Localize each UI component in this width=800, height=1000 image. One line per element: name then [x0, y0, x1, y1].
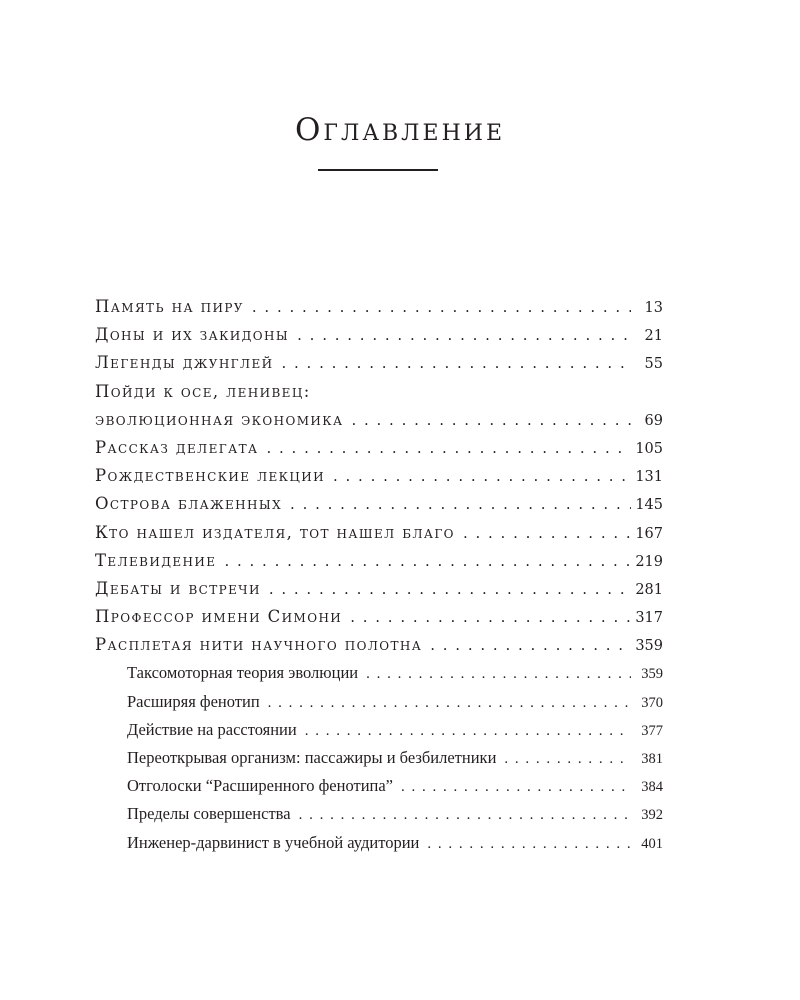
title-underline	[318, 169, 438, 171]
toc-subentry-page: 377	[641, 722, 663, 739]
toc-entry[interactable]	[95, 466, 663, 494]
toc-entry-title: Расплетая нити научного полотна	[95, 635, 423, 655]
dot-leader	[290, 495, 631, 513]
toc-entry-page: 167	[635, 525, 663, 542]
toc-subentry[interactable]	[95, 663, 663, 691]
toc-entry[interactable]	[95, 635, 663, 663]
toc-entry[interactable]	[95, 297, 663, 325]
toc-entry-title: Рассказ делегата	[95, 437, 259, 457]
toc-entry-title: Память на пиру	[95, 297, 244, 316]
toc-subentry-title: Отголоски “Расширенного фенотипа”	[127, 776, 393, 796]
toc-entry-title: эволюционная экономика	[95, 409, 344, 429]
dot-leader	[351, 411, 631, 429]
toc-entry-page: 359	[635, 638, 663, 655]
dot-leader	[252, 298, 631, 316]
toc-entry[interactable]	[95, 410, 663, 438]
toc-entry-page: 69	[644, 412, 663, 429]
dot-leader	[333, 467, 631, 485]
toc-entry[interactable]	[95, 438, 663, 466]
toc-entry-page: 317	[635, 610, 663, 627]
toc-subentry-title: Пределы совершенства	[127, 804, 291, 824]
toc-subentry[interactable]	[95, 748, 663, 776]
toc-subentry-page: 370	[641, 694, 663, 711]
page-title: Оглавление	[294, 112, 506, 148]
dot-leader	[401, 779, 631, 796]
toc-entry-page: 13	[644, 300, 663, 316]
toc-subentry-page: 401	[641, 835, 663, 852]
toc-entry-page: 281	[635, 581, 663, 598]
toc-subentry-title: Инженер-дарвинист в учебной аудитории	[127, 832, 420, 852]
toc-subentry-title: Переоткрывая организм: пассажиры и безбилетники	[127, 748, 497, 767]
toc-entry-page: 219	[635, 553, 663, 570]
toc-subentry-page: 384	[641, 779, 663, 796]
dot-leader	[269, 580, 631, 598]
toc-entry-page: 145	[635, 497, 663, 514]
toc-entry[interactable]	[95, 325, 663, 353]
toc-subentry[interactable]	[95, 833, 663, 861]
toc-entry[interactable]	[95, 494, 663, 522]
toc-entry-title: Легенды джунглей	[95, 353, 274, 373]
toc-entry-title: Пойди к осе, ленивец:	[95, 381, 311, 401]
toc-subentry[interactable]	[95, 720, 663, 748]
toc-entry[interactable]	[95, 607, 663, 635]
dot-leader	[427, 836, 631, 853]
toc-entry-page: 131	[635, 469, 663, 486]
dot-leader	[305, 723, 631, 740]
toc-entry-title: Телевидение	[95, 550, 217, 570]
toc-entry-title: Доны и их закидоны	[95, 325, 290, 345]
toc-entry-title: Дебаты и встречи	[95, 578, 261, 598]
toc-subentry-title: Расширяя фенотип	[127, 691, 260, 711]
dot-leader	[350, 608, 631, 626]
toc-entry-page: 105	[635, 440, 663, 457]
dot-leader	[430, 636, 631, 654]
toc-entry-page: 21	[644, 328, 663, 345]
dot-leader	[266, 439, 631, 457]
toc-subentry[interactable]	[95, 692, 663, 720]
toc-subentry[interactable]	[95, 804, 663, 832]
toc-subentry-page: 359	[641, 666, 663, 683]
toc-subentry[interactable]	[95, 776, 663, 804]
toc-subentry-page: 392	[641, 807, 663, 824]
table-of-contents	[95, 297, 663, 861]
toc-entry[interactable]	[95, 551, 663, 579]
toc-entry-title: Профессор имени Симони	[95, 607, 343, 627]
dot-leader	[297, 326, 631, 344]
dot-leader	[299, 807, 631, 824]
dot-leader	[504, 751, 631, 768]
toc-entry[interactable]	[95, 382, 663, 410]
dot-leader	[224, 552, 631, 570]
dot-leader	[281, 354, 631, 372]
toc-entry-page: 55	[644, 356, 663, 373]
toc-entry[interactable]	[95, 353, 663, 381]
toc-subentry-page: 381	[641, 751, 663, 767]
toc-entry[interactable]	[95, 523, 663, 551]
dot-leader	[268, 695, 631, 712]
toc-entry-title: Кто нашел издателя, тот нашел благо	[95, 522, 455, 542]
toc-entry[interactable]	[95, 579, 663, 607]
dot-leader	[366, 666, 631, 683]
toc-entry-title: Рождественские лекции	[95, 466, 325, 486]
toc-subentry-title: Действие на расстоянии	[127, 719, 297, 739]
toc-subentry-title: Таксомоторная теория эволюции	[127, 663, 359, 683]
toc-entry-title: Острова блаженных	[95, 494, 283, 514]
dot-leader	[463, 524, 631, 542]
